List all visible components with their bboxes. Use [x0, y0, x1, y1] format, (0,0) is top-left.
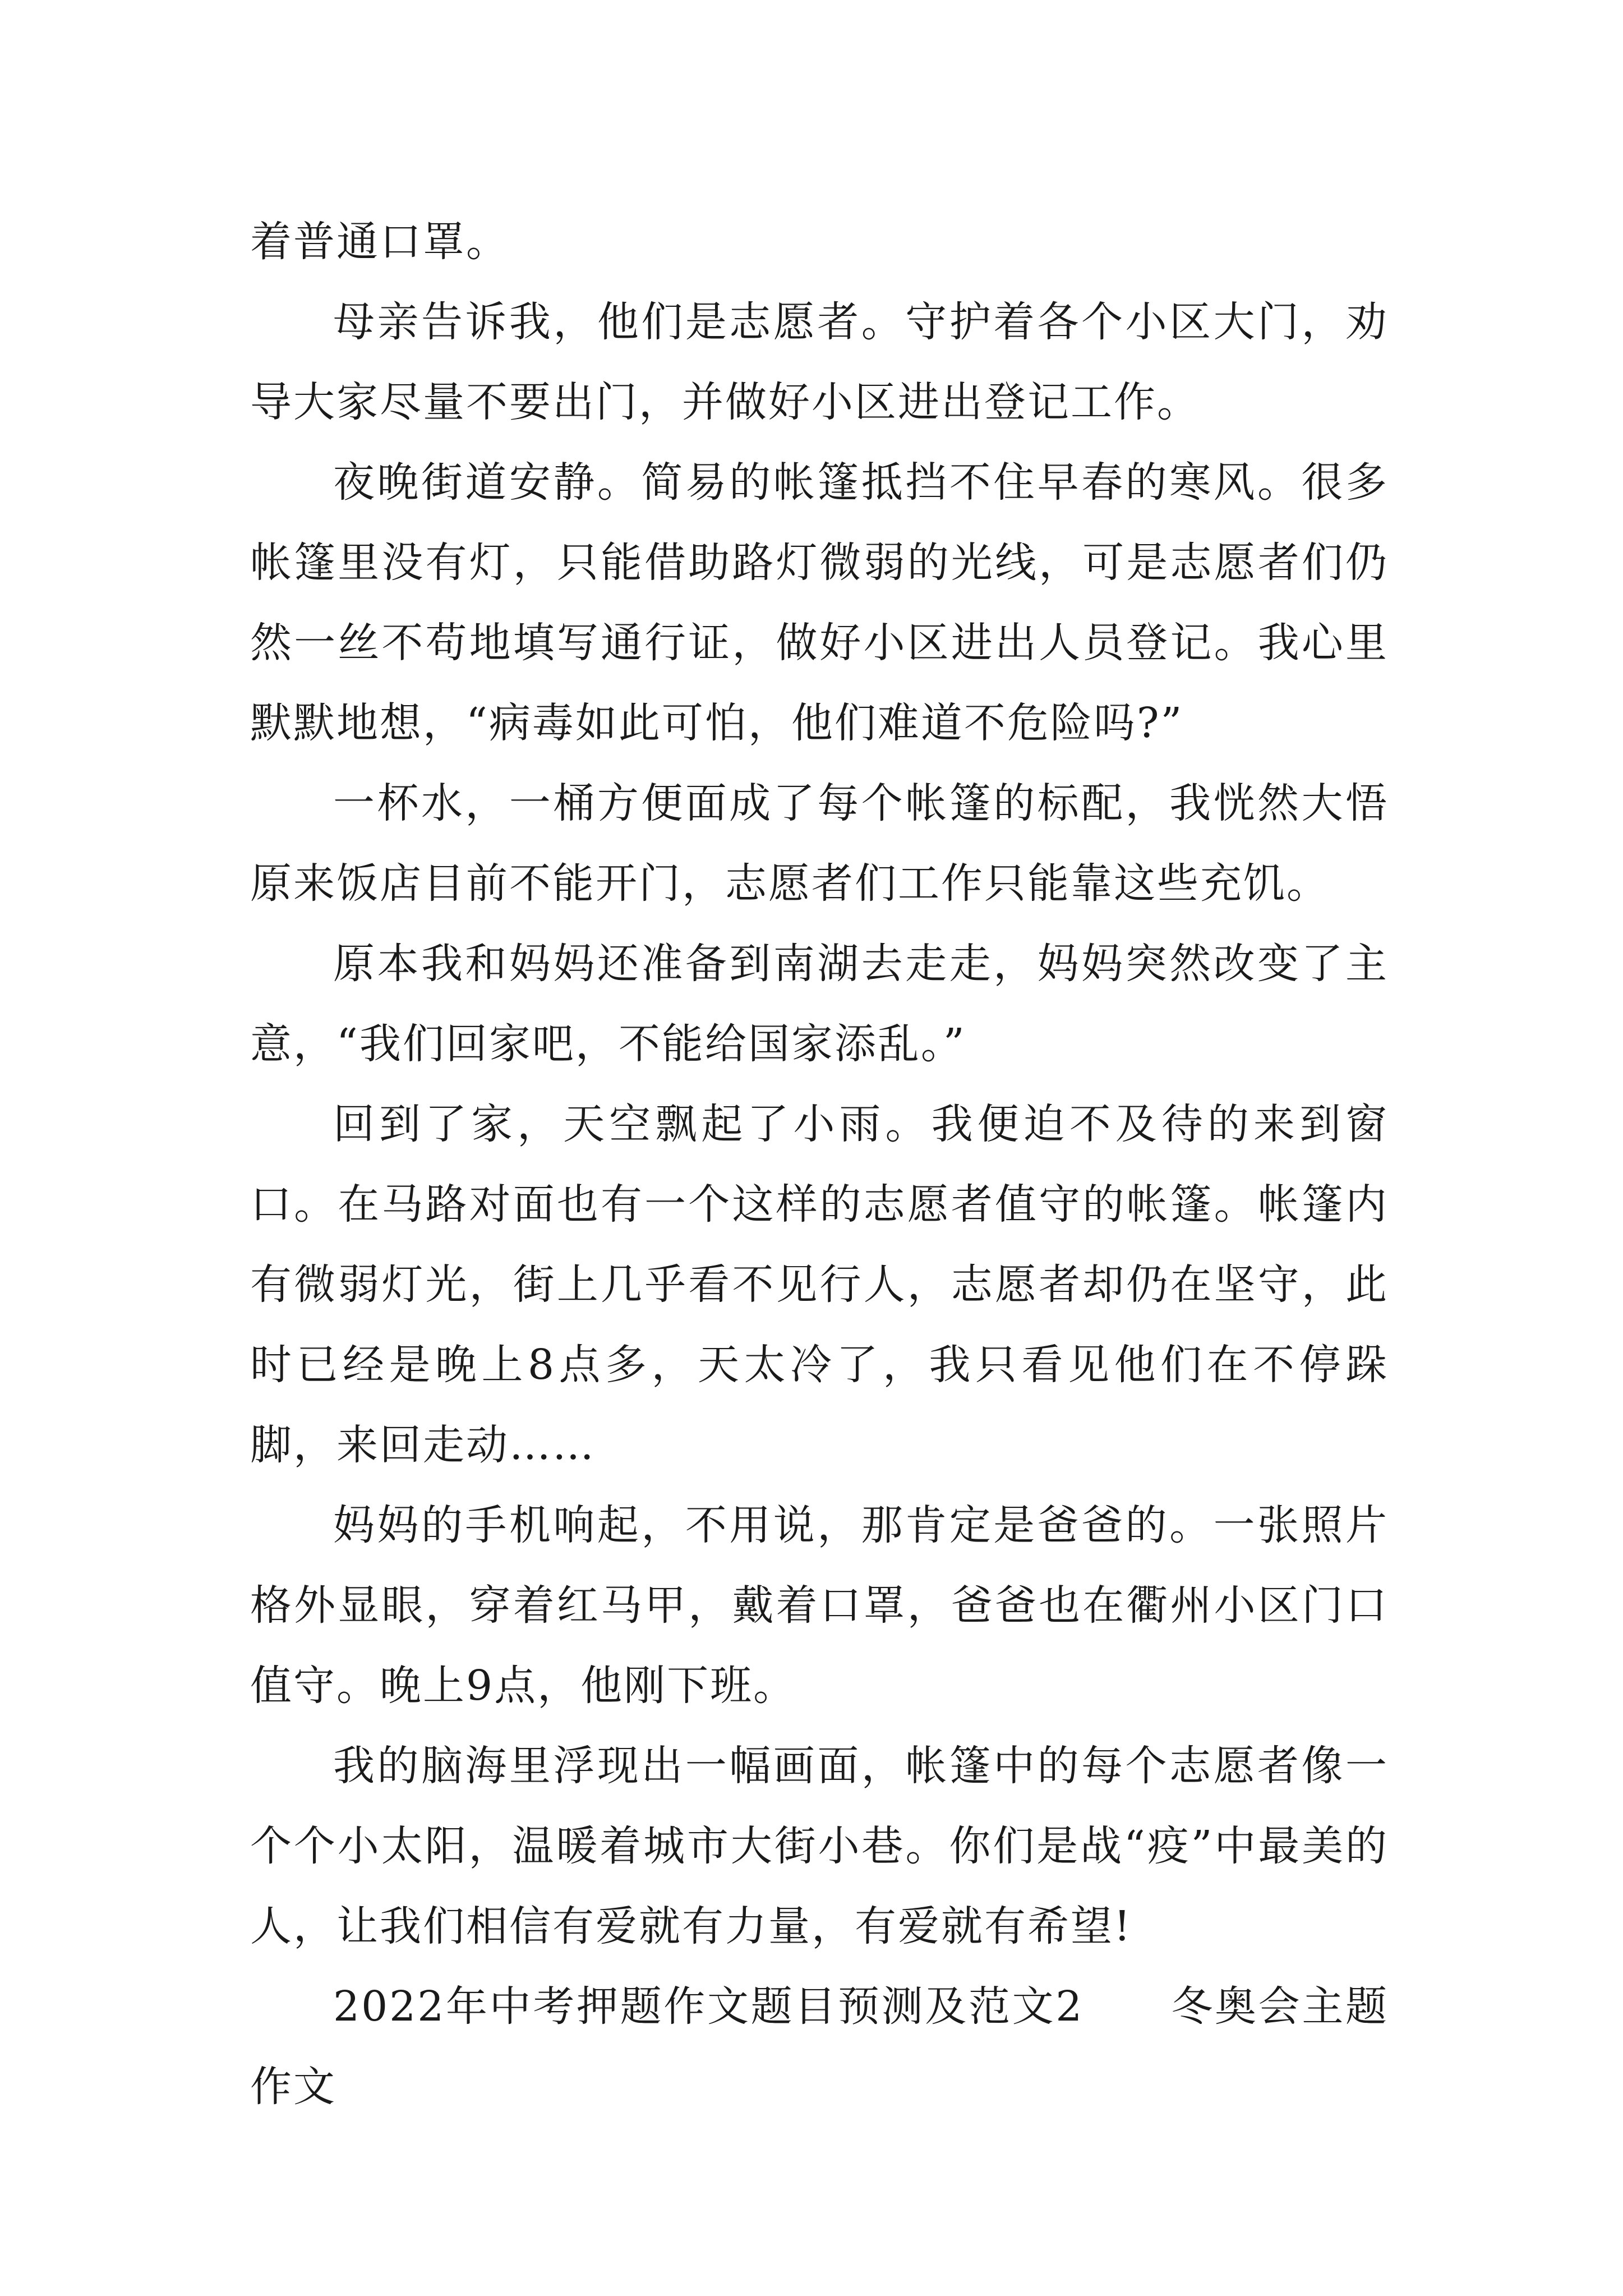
paragraph: 原本我和妈妈还准备到南湖去走走，妈妈突然改变了主意，“我们回家吧，不能给国家添乱。”	[250, 940, 1389, 1068]
paragraph: 母亲告诉我，他们是志愿者。守护着各个小区大门，劝导大家尽量不要出门，并做好小区进出登记工作。	[250, 298, 1389, 426]
section-heading: 2022年中考押题作文题目预测及范文2 冬奥会主题作文	[250, 1982, 1389, 2111]
paragraph: 夜晚街道安静。简易的帐篷抵挡不住早春的寒风。很多帐篷里没有灯，只能借助路灯微弱的光线，可是志愿者们仍然一丝不苟地填写通行证，做好小区进出人员登记。我心里默默地想，“病毒如此可怕，他们难道不危险吗?”	[250, 458, 1389, 747]
document-body	[250, 202, 1389, 2127]
paragraph: 回到了家，天空飘起了小雨。我便迫不及待的来到窗口。在马路对面也有一个这样的志愿者值守的帐篷。帐篷内有微弱灯光，街上几乎看不见行人，志愿者却仍在坚守，此时已经是晚上8点多，天太冷了，我只看见他们在不停跺脚，来回走动……	[250, 1100, 1389, 1469]
paragraph: 我的脑海里浮现出一幅画面，帐篷中的每个志愿者像一个个小太阳，温暖着城市大街小巷。你们是战“疫”中最美的人，让我们相信有爱就有力量，有爱就有希望!	[250, 1742, 1389, 1950]
paragraph: 妈妈的手机响起，不用说，那肯定是爸爸的。一张照片格外显眼，穿着红马甲，戴着口罩，爸爸也在衢州小区门口值守。晚上9点，他刚下班。	[250, 1501, 1389, 1710]
paragraph: 一杯水，一桶方便面成了每个帐篷的标配，我恍然大悟原来饭店目前不能开门，志愿者们工作只能靠这些充饥。	[250, 779, 1389, 908]
paragraph-continuation: 着普通口罩。	[250, 218, 509, 266]
